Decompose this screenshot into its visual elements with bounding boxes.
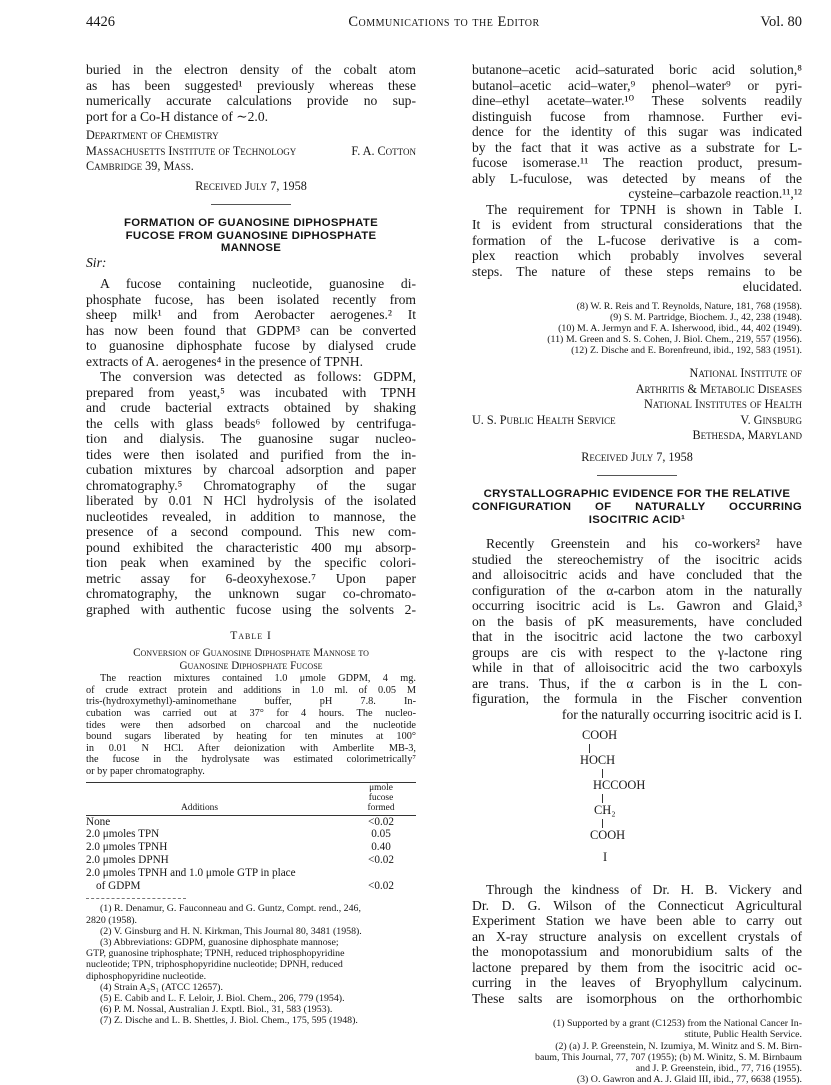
footnote-line: (2) V. Ginsburg and H. N. Kirkman, This Journal 80, 3481 (1958).: [100, 925, 362, 937]
text-line: buried in the electron density of the cobalt atom: [86, 62, 416, 77]
text-line: A fucose containing nucleotide, guanosine di-: [100, 276, 416, 292]
text-line: butanol–acetic acid–water,⁹ phenol–water⁹ or pyri-: [472, 77, 802, 93]
article-title: [86, 217, 416, 255]
text-line: has now been found that GDPM³ can be converted: [86, 322, 416, 338]
formula-line: HCCOOH: [593, 778, 646, 793]
footnotes: [86, 903, 416, 1026]
table-row: 2.0 μmoles TPNH 0.40: [86, 841, 391, 854]
text-line: chromatography.⁵ Chromatography of the sugar: [86, 477, 416, 493]
text-line: the monopotassium and monorubidium salts of the: [472, 944, 802, 960]
text-line: fucose isomerase.¹¹ The reaction product, presum-: [472, 155, 802, 170]
text-line: are trans. Thus, if the α carbon is in the L con-: [472, 675, 802, 691]
text-line: The requirement for TPNH is shown in Table I.: [486, 201, 802, 217]
paragraph: [472, 536, 802, 722]
text-line: while in that of alloisocitric acid the two carboxyls: [472, 660, 802, 676]
bond-line: [602, 819, 603, 828]
text-line: The conversion was detected as follows: GDPM,: [100, 369, 416, 385]
footnote-line: (3) O. Gawron and A. J. Glaid III, ibid., 77, 6638 (1955).: [576, 1074, 802, 1085]
cotton-affiliation: [86, 128, 416, 194]
text-line: butanone–acetic acid–saturated boric acid solution,⁸: [472, 62, 802, 77]
journal-section-title: Communications to the Editor: [348, 14, 540, 30]
text-line: and crude bacterial extracts obtained by shaking: [86, 400, 416, 416]
note-line: or by paper chromatography.: [86, 766, 205, 778]
note-line: in 0.01 N HCl. After deionization with Amberlite MB-3,: [86, 742, 416, 754]
title-line: FUCOSE FROM GUANOSINE DIPHOSPHATE: [125, 229, 377, 242]
text-line: studied the stereochemistry of the isocitric acids: [472, 551, 802, 567]
author-signature: V. Ginsburg: [740, 412, 802, 427]
text-line: that in the isocitric acid lactone the two carboxyl: [472, 629, 802, 645]
text-line: elucidated.: [742, 279, 802, 294]
affiliation-line: National Institutes of Health: [644, 397, 802, 412]
footnote-line: (3) Abbreviations: GDPM, guanosine diphosphate mannose;: [100, 936, 339, 948]
text-line: pound exhibited the characteristic 400 mμ absorp-: [86, 539, 416, 555]
text-line: numerically accurate calculations provide no sup-: [86, 93, 416, 108]
footnote-line: (12) Z. Dische and E. Borenfreund, ibid., 192, 583 (1951).: [571, 345, 802, 357]
text-line: nucleotides revealed, in addition to mannose, the: [86, 508, 416, 524]
text-line: on the basis of pK measurements, have concluded: [472, 613, 802, 629]
footnote-line: (2) (a) J. P. Greenstein, N. Izumiya, M. Winitz and S. M. Birn-: [555, 1040, 802, 1052]
text-line: tides were then isolated and purified from the in-: [86, 446, 416, 462]
footnote-line: and J. P. Greenstein, ibid., 77, 716 (1955).: [635, 1062, 802, 1074]
text-line: port for a Co-H distance of ∼2.0.: [86, 108, 269, 124]
bond-line: [602, 794, 603, 803]
formula-line: COOH: [582, 728, 618, 743]
title-line: ISOCITRIC ACID¹: [588, 513, 686, 526]
article-title: [472, 488, 802, 526]
note-line: cubation was carried out at 37° for 4 hours. The nucleo-: [86, 708, 416, 720]
footnote-line: (10) M. A. Jermyn and F. A. Isherwood, ibid., 44, 402 (1949).: [558, 322, 802, 334]
page-number: 4426: [86, 14, 115, 30]
formula-label: I: [603, 850, 608, 865]
text-line: Through the kindness of Dr. H. B. Vickery and: [486, 882, 802, 898]
left-column: [86, 62, 416, 1026]
author-signature: F. A. Cotton: [351, 143, 416, 158]
affiliation-line: Massachusetts Institute of Technology: [86, 143, 297, 158]
footnote-line: (6) P. M. Nossal, Australian J. Exptl. Biol., 31, 583 (1953).: [100, 1004, 333, 1016]
text-line: as has been suggested¹ previously whereas these: [86, 77, 416, 93]
note-line: of crude extract protein and additions in 1.0 ml. of 0.05 M: [86, 684, 416, 696]
column-header-additions: Additions: [181, 802, 218, 813]
formula-line: HOCH: [580, 753, 616, 768]
footnote-line: (9) S. M. Partridge, Biochem. J., 42, 238 (1948).: [610, 311, 802, 323]
text-line: graphed with authentic fucose using the solvents 2-: [86, 601, 416, 617]
text-line: prepared from yeast,⁵ was incubated with TPNH: [86, 384, 416, 400]
text-line: cysteine–carbazole reaction.¹¹,¹²: [628, 186, 802, 201]
text-line: It is evident from structural considerations that the: [472, 217, 802, 232]
paragraph: [472, 62, 802, 202]
received-date: Received July 7, 1958: [195, 178, 307, 193]
text-line: Recently Greenstein and his co-workers² have: [486, 536, 802, 552]
affiliation-line: U. S. Public Health Service: [472, 412, 616, 427]
note-line: bound sugars liberated by heating for ten minutes at 100°: [86, 731, 416, 743]
text-line: ably L-fuculose, was detected by means of the: [472, 170, 802, 186]
footnote-line: nucleotide; TPN, triphosphopyridine nucleotide; DPNH, reduced: [86, 959, 343, 971]
table-row: 2.0 μmoles DPNH <0.02: [86, 854, 394, 867]
table-1: [86, 629, 416, 892]
table-label: Table I: [230, 630, 272, 643]
cotton-letter-end: [86, 62, 416, 124]
text-line: to guanosine diphosphate fucose by dialysed crude: [86, 338, 416, 354]
footnote-line: 2820 (1958).: [86, 914, 138, 926]
text-line: formation of the L-fucose derivative is a com-: [472, 232, 802, 248]
formula-line: COOH: [590, 828, 626, 843]
note-line: The reaction mixtures contained 1.0 μmole GDPM, 4 mg.: [100, 673, 416, 685]
affiliation-line: Cambridge 39, Mass.: [86, 159, 194, 173]
text-line: liberated by 0.01 N HCl hydrolysis of the isolated: [86, 493, 416, 509]
text-line: presence of a second compound. This new com-: [86, 524, 416, 540]
paragraph: [472, 202, 802, 295]
text-line: for the naturally occurring isocitric acid is I.: [561, 706, 802, 722]
note-line: tides were then adsorbed on charcoal and the nucleotide: [86, 719, 416, 731]
title-line: CONFIGURATION OF NATURALLY OCCURRING: [472, 501, 802, 514]
bond-line: [602, 769, 603, 778]
salutation: Sir:: [86, 254, 107, 270]
text-line: groups are cis with respect to the γ-lactone ring: [472, 644, 802, 660]
text-line: by the fact that it was active as a substrate for L-: [472, 139, 802, 155]
text-line: extracts of A. aerogenes⁴ in the presence of TPNH.: [86, 353, 364, 369]
footnote-line: baum, This Journal, 77, 707 (1955); (b) M. Winitz, S. M. Birnbaum: [535, 1051, 802, 1063]
table-header: [86, 783, 416, 813]
structural-formula-i: [472, 722, 802, 872]
bond-line: [589, 744, 590, 753]
text-line: occurring isocitric acid is Lₛ. Gawron and Glaid,³: [472, 598, 802, 614]
text-line: the cells with glass beads⁶ followed by centrifuga-: [86, 415, 416, 431]
table-row: None <0.02: [86, 815, 394, 828]
footnote-line: (4) Strain A₂S₁ (ATCC 12657).: [100, 981, 223, 993]
note-line: the fucose in the hydrolysate was estimated colorimetrically⁷: [86, 754, 416, 766]
affiliation-line: Department of Chemistry: [86, 128, 219, 142]
text-line: figuration, the formula in the Fischer convention: [472, 691, 802, 707]
footnote-line: stitute, Public Health Service.: [684, 1029, 802, 1041]
paragraph: [472, 882, 802, 1006]
text-line: phosphate fucose, has been isolated recently from: [86, 291, 416, 307]
paragraph: [86, 369, 416, 617]
text-line: Experiment Station we have been able to carry out: [472, 913, 802, 929]
text-line: sheep milk¹ and from Aerobacter aerogenes.² It: [86, 307, 416, 323]
paragraph: [86, 276, 416, 369]
table-caption: Guanosine Diphosphate Fucose: [179, 660, 323, 673]
volume-label: Vol. 80: [760, 14, 802, 30]
running-header: [86, 14, 802, 34]
text-line: dine–ethyl acetate–water.¹⁰ These solvents readily: [472, 93, 802, 108]
footnote-line: (1) R. Denamur, G. Fauconneau and G. Guntz, Compt. rend., 246,: [100, 903, 361, 915]
footnote-line: diphosphopyridine nucleotide.: [86, 970, 207, 982]
title-line: MANNOSE: [220, 242, 282, 255]
right-column: [472, 62, 802, 1085]
text-line: dence for the identity of this sugar was indicated: [472, 124, 802, 139]
column-header-value: μmole fucose formed: [367, 782, 395, 813]
text-line: curring in the leaves of Bryophyllum calycinum.: [472, 975, 802, 991]
footnote-line: (7) Z. Dische and L. B. Shettles, J. Biol. Chem., 175, 595 (1948).: [100, 1015, 358, 1027]
table-row: 2.0 μmoles TPNH and 1.0 μmole GTP in place: [86, 866, 296, 879]
table-row: of GDPM <0.02: [96, 879, 394, 892]
affiliation-line: National Institute of: [689, 366, 802, 381]
title-line: FORMATION OF GUANOSINE DIPHOSPHATE: [123, 217, 379, 229]
affiliation-line: Bethesda, Maryland: [692, 428, 802, 443]
title-line: CRYSTALLOGRAPHIC EVIDENCE FOR THE RELATIVE: [483, 488, 791, 501]
received-date: Received July 7, 1958: [581, 449, 693, 464]
text-line: an X-ray structure analysis on excellent crystals of: [472, 928, 802, 944]
footnote-line: (11) M. Green and S. S. Cohen, J. Biol. Chem., 219, 557 (1956).: [547, 334, 802, 346]
table-note: [86, 673, 416, 777]
table-row: 2.0 μmoles TPN 0.05: [86, 828, 391, 841]
text-line: tion and dialysis. The guanosine sugar nucleo-: [86, 431, 416, 447]
text-line: metric assay for 6-deoxyhexose.⁷ Upon paper: [86, 570, 416, 586]
text-line: lactone prepared by them from the isocitric acid oc-: [472, 959, 802, 975]
footnote-line: (5) E. Cabib and L. F. Leloir, J. Biol. Chem., 206, 779 (1954).: [100, 992, 345, 1004]
footnote-line: (8) W. R. Reis and T. Reynolds, Nature, 181, 768 (1958).: [576, 300, 802, 312]
table-body: [86, 783, 416, 893]
ginsburg-affiliation: [472, 366, 802, 465]
note-line: tris-(hydroxymethyl)-aminomethane buffer, pH 7.8. In-: [86, 696, 416, 708]
footnotes: [472, 301, 802, 357]
text-line: steps. The nature of these steps remains to be: [472, 263, 802, 279]
footnote-line: (1) Supported by a grant (C1253) from the National Cancer In-: [553, 1018, 802, 1030]
text-line: chromatography, the unknown sugar co-chromato-: [86, 586, 416, 602]
text-line: and alloisocitric acids and have concluded that the: [472, 567, 802, 583]
text-line: configuration of the α-carbon atom in the naturally: [472, 582, 802, 598]
affiliation-line: Arthritis & Metabolic Diseases: [635, 381, 802, 396]
text-line: cubation mixtures by charcoal adsorption and paper: [86, 462, 416, 478]
text-line: tion peak when examined by the specific colori-: [86, 555, 416, 571]
formula-line: CH₂: [594, 803, 616, 818]
footnote-line: GTP, guanosine triphosphate; TPNH, reduced triphosphopyridine: [86, 948, 345, 960]
text-line: These salts are isomorphous on the orthorhombic: [472, 990, 802, 1006]
text-line: Dr. D. G. Wilson of the Connecticut Agricultural: [472, 897, 802, 913]
text-line: distinguish fucose from rhamnose. Further evi-: [472, 108, 802, 124]
text-line: plex reaction which probably involves several: [472, 248, 802, 263]
table-caption: Conversion of Guanosine Diphosphate Mannose to: [133, 647, 369, 660]
